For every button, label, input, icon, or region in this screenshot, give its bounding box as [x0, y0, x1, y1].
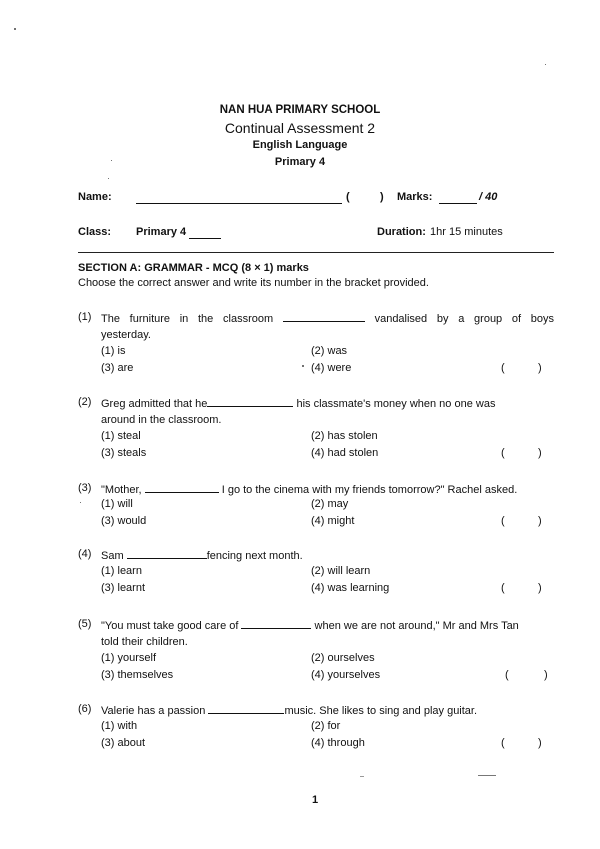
option-4: (4) might: [311, 515, 355, 527]
answer-bracket-open: (: [501, 582, 505, 594]
question-stem-cont: yesterday.: [101, 329, 151, 341]
option-3: (3) about: [101, 737, 146, 749]
option-3: (3) are: [101, 362, 134, 374]
school-name: NAN HUA PRIMARY SCHOOL: [219, 104, 381, 116]
question-stem: "Mother, I go to the cinema with my friends tomorrow?" Rachel asked.: [101, 484, 518, 496]
question-stem-cont: around in the classroom.: [101, 414, 222, 426]
question-number: (6): [78, 703, 92, 715]
name-field[interactable]: [136, 192, 342, 204]
answer-blank: [283, 311, 365, 322]
marks-total: / 40: [479, 191, 498, 203]
duration-value: 1hr 15 minutes: [430, 226, 503, 238]
answer-blank: [241, 618, 311, 629]
scan-speck: [545, 64, 546, 65]
answer-bracket-close: ): [538, 582, 542, 594]
option-1: (1) is: [101, 345, 126, 357]
answer-bracket-close: ): [538, 447, 542, 459]
option-3: (3) steals: [101, 447, 147, 459]
question-6: [78, 703, 558, 753]
class-field[interactable]: [189, 227, 221, 239]
option-3: (3) learnt: [101, 582, 146, 594]
answer-bracket-close: ): [538, 515, 542, 527]
question-stem: The furniture in the classroom vandalised by a group of boys: [101, 313, 555, 325]
option-3: (3) themselves: [101, 669, 174, 681]
question-number: (3): [78, 482, 92, 494]
option-1: (1) with: [101, 720, 138, 732]
question-number: (5): [78, 618, 92, 630]
answer-bracket-close: ): [544, 669, 548, 681]
question-stem: Greg admitted that he his classmate's money when no one was: [101, 398, 496, 410]
question-stem: Sam fencing next month.: [101, 550, 303, 562]
section-instruction: Choose the correct answer and write its number in the bracket provided.: [78, 277, 429, 289]
option-2: (2) may: [311, 498, 349, 510]
question-stem: Valerie has a passion music. She likes to sing and play guitar.: [101, 705, 478, 717]
option-4: (4) was learning: [311, 582, 390, 594]
answer-bracket-open: (: [505, 669, 509, 681]
class-label: Class:: [78, 226, 112, 238]
question-stem: "You must take good care of when we are not around," Mr and Mrs Tan: [101, 620, 519, 632]
scan-speck: [302, 365, 304, 367]
option-4: (4) through: [311, 737, 365, 749]
name-open-paren: (: [346, 191, 350, 203]
scan-speck: [360, 776, 364, 777]
scan-speck: [14, 28, 16, 30]
answer-bracket-close: ): [538, 737, 542, 749]
answer-bracket-open: (: [501, 362, 505, 374]
question-number: (2): [78, 396, 92, 408]
answer-blank: [207, 396, 293, 407]
option-1: (1) yourself: [101, 652, 157, 664]
answer-blank: [145, 482, 219, 493]
level: Primary 4: [274, 156, 326, 168]
option-4: (4) had stolen: [311, 447, 379, 459]
question-5: [78, 618, 558, 688]
option-3: (3) would: [101, 515, 147, 527]
scan-speck: [80, 502, 81, 503]
answer-bracket-close: ): [538, 362, 542, 374]
divider: [78, 252, 554, 253]
question-stem-cont: told their children.: [101, 636, 188, 648]
answer-blank: [208, 703, 284, 714]
scan-speck: [111, 160, 112, 161]
marks-label: Marks:: [397, 191, 433, 203]
answer-bracket-open: (: [501, 447, 505, 459]
option-2: (2) for: [311, 720, 341, 732]
question-3: [78, 482, 558, 532]
question-4: [78, 548, 558, 598]
marks-field[interactable]: [439, 192, 477, 204]
answer-blank: [127, 548, 207, 559]
question-number: (4): [78, 548, 92, 560]
class-value: Primary 4: [136, 226, 187, 238]
option-2: (2) will learn: [311, 565, 371, 577]
option-2: (2) was: [311, 345, 348, 357]
answer-bracket-open: (: [501, 515, 505, 527]
duration-label: Duration:: [377, 226, 426, 238]
option-2: (2) has stolen: [311, 430, 378, 442]
page-number: 1: [312, 794, 319, 806]
option-1: (1) learn: [101, 565, 142, 577]
assessment-title: Continual Assessment 2: [224, 120, 376, 136]
scan-speck: [108, 178, 109, 179]
question-2: [78, 396, 558, 466]
option-1: (1) steal: [101, 430, 141, 442]
subject: English Language: [252, 139, 348, 151]
name-close-paren: ): [380, 191, 384, 203]
section-title: SECTION A: GRAMMAR - MCQ (8 × 1) marks: [78, 262, 309, 274]
option-4: (4) yourselves: [311, 669, 381, 681]
answer-bracket-open: (: [501, 737, 505, 749]
question-number: (1): [78, 311, 92, 323]
option-1: (1) will: [101, 498, 133, 510]
name-label: Name:: [78, 191, 112, 203]
option-2: (2) ourselves: [311, 652, 375, 664]
question-1: [78, 311, 558, 381]
scan-speck: [478, 775, 496, 776]
option-4: (4) were: [311, 362, 352, 374]
